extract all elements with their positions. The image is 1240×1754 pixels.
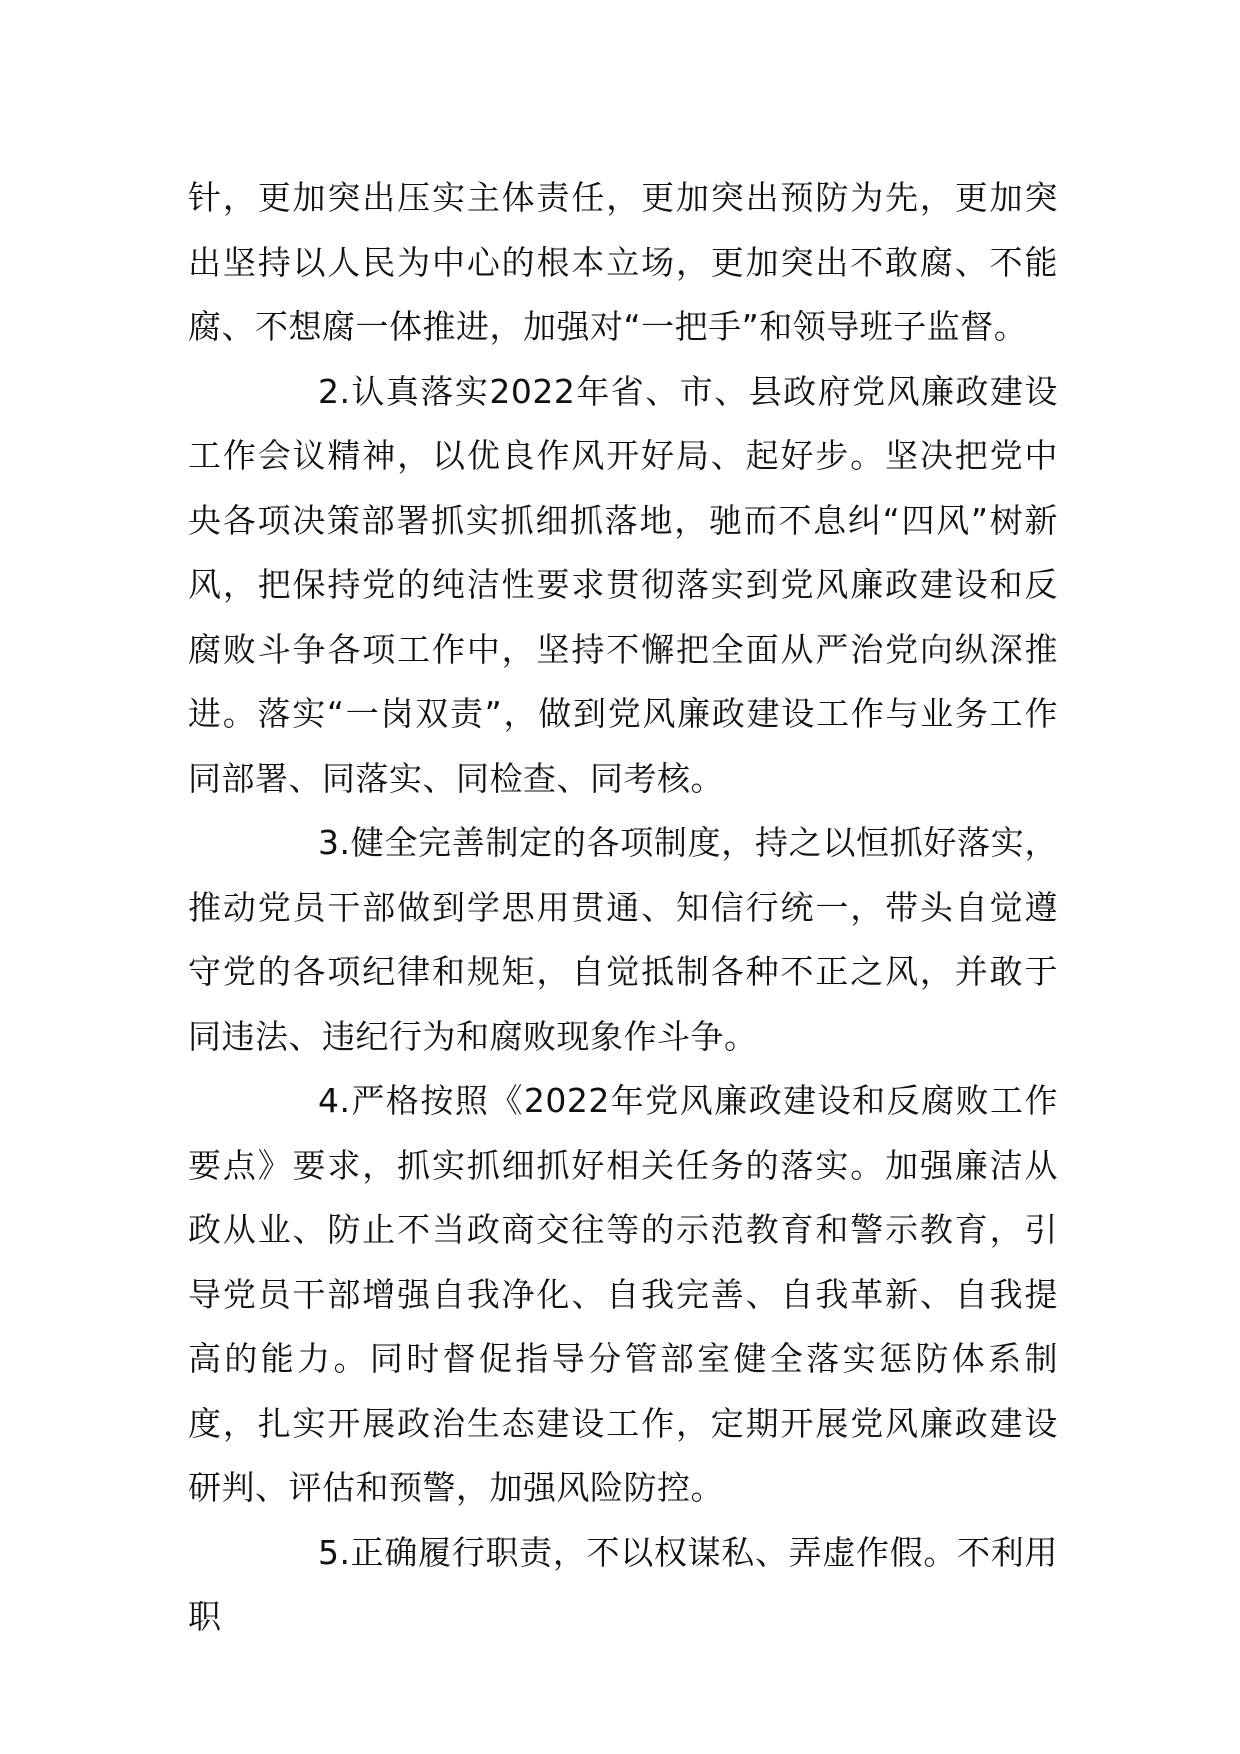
paragraph-item-2: 2.认真落实2022年省、市、县政府党风廉政建设工作会议精神，以优良作风开好局、起好步。坚决把党中央各项决策部署抓实抓细抓落地，驰而不息纠“四风”树新风，把保持党的纯洁性要求贯彻落实到党风廉政建设和反腐败斗争各项工作中，坚持不懈把全面从严治党向纵深推进。落实“一岗双责”，做到党风廉政建设工作与业务工作同部署、同落实、同检查、同考核。 [188,371,1058,798]
paragraph-item-4: 4.严格按照《2022年党风廉政建设和反腐败工作要点》要求，抓实抓细抓好相关任务的落实。加强廉洁从政从业、防止不当政商交往等的示范教育和警示教育，引导党员干部增强自我净化、自我完善、自我革新、自我提高的能力。同时督促指导分管部室健全落实惩防体系制度，扎实开展政治生态建设工作，定期开展党风廉政建设研判、评估和预警，加强风险防控。 [188,1081,1058,1507]
paragraph-continuation: 针，更加突出压实主体责任，更加突出预防为先，更加突出坚持以人民为中心的根本立场，更加突出不敢腐、不能腐、不想腐一体推进，加强对“一把手”和领导班子监督。 [188,178,1058,346]
document-body [188,166,1058,1650]
paragraph-item-3: 3.健全完善制定的各项制度，持之以恒抓好落实，推动党员干部做到学思用贯通、知信行统一，带头自觉遵守党的各项纪律和规矩，自觉抵制各种不正之风，并敢于同违法、违纪行为和腐败现象作斗争。 [188,823,1058,1056]
paragraph-item-5: 5.正确履行职责，不以权谋私、弄虚作假。不利用职 [188,1532,1058,1636]
